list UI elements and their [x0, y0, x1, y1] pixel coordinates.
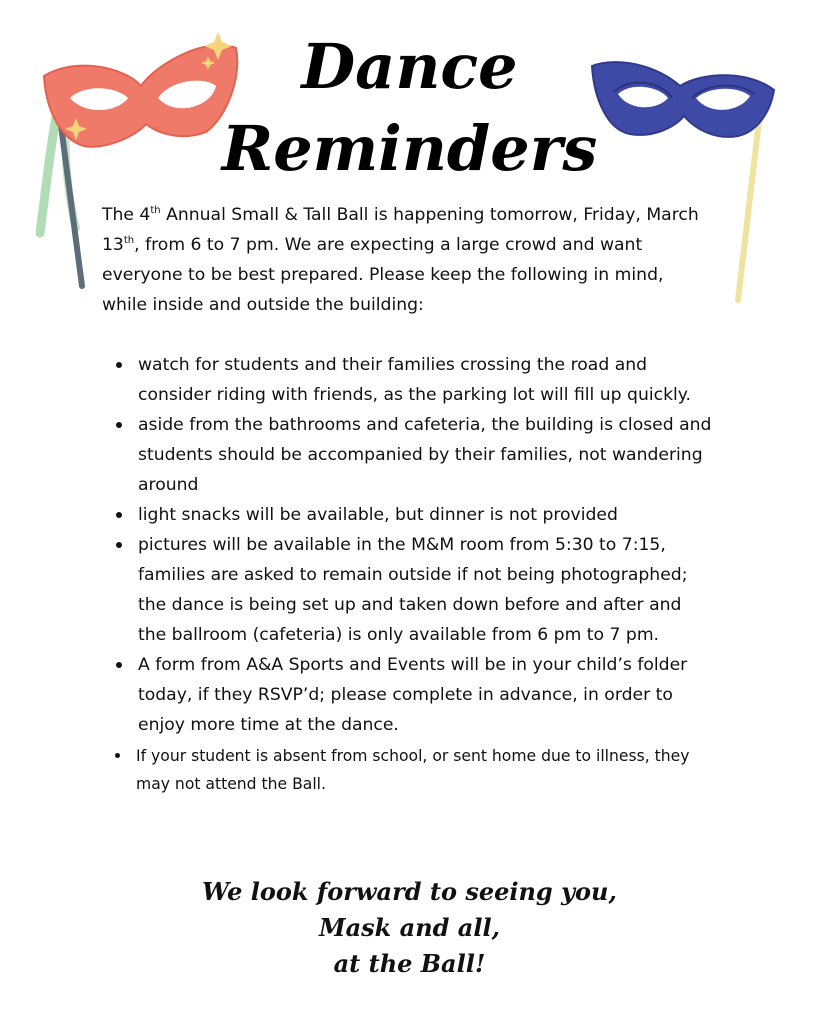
list-item-text: aside from the bathrooms and cafeteria, the building is closed and students should be accompanied by their families, not wandering around — [138, 415, 712, 495]
bullet-icon — [116, 662, 122, 668]
list-item-text: A form from A&A Sports and Events will be in your child’s folder today, if they RSVP’d; please complete in advance, in order to enjoy more time at the dance. — [138, 655, 688, 735]
list-item — [112, 530, 712, 650]
list-item-text: If your student is absent from school, or sent home due to illness, they may not attend the Ball. — [136, 747, 690, 793]
page-title-line-1: Dance — [301, 30, 518, 103]
bullet-icon — [115, 753, 120, 758]
list-item-text: pictures will be available in the M&M room from 5:30 to 7:15, families are asked to remain outside if not being photographed; the dance is being set up and taken down before and after and the ballroom (cafeteria) is only available from 6 pm to 7 pm. — [138, 535, 688, 645]
list-item-text: light snacks will be available, but dinner is not provided — [138, 505, 618, 525]
closing-line-1: We look forward to seeing you, — [202, 877, 617, 906]
list-item-text: watch for students and their families crossing the road and consider riding with friends, as the parking lot will fill up quickly. — [138, 355, 691, 405]
intro-text-1: The 4 — [102, 205, 151, 225]
intro-paragraph — [102, 200, 702, 320]
intro-text-3: , from 6 to 7 pm. We are expecting a large crowd and want everyone to be best prepared. Please keep the following in mind, while inside and outside the building: — [102, 235, 664, 315]
bullet-icon — [116, 422, 122, 428]
reminders-list — [112, 350, 712, 798]
list-item — [112, 410, 712, 500]
list-item — [112, 650, 712, 740]
bullet-icon — [116, 512, 122, 518]
bullet-icon — [116, 362, 122, 368]
list-item — [112, 350, 712, 410]
bullet-icon — [116, 542, 122, 548]
intro-superscript-1: th — [150, 205, 161, 216]
page-title-line-2: Reminders — [221, 112, 598, 185]
closing-line-3: at the Ball! — [333, 949, 486, 978]
closing-line-2: Mask and all, — [319, 913, 500, 942]
list-item — [112, 742, 712, 798]
list-item — [112, 500, 712, 530]
intro-superscript-2: th — [123, 235, 135, 246]
intro-text-2: Annual Small & Tall Ball is happening tomorrow, Friday, March 13 — [102, 205, 699, 255]
